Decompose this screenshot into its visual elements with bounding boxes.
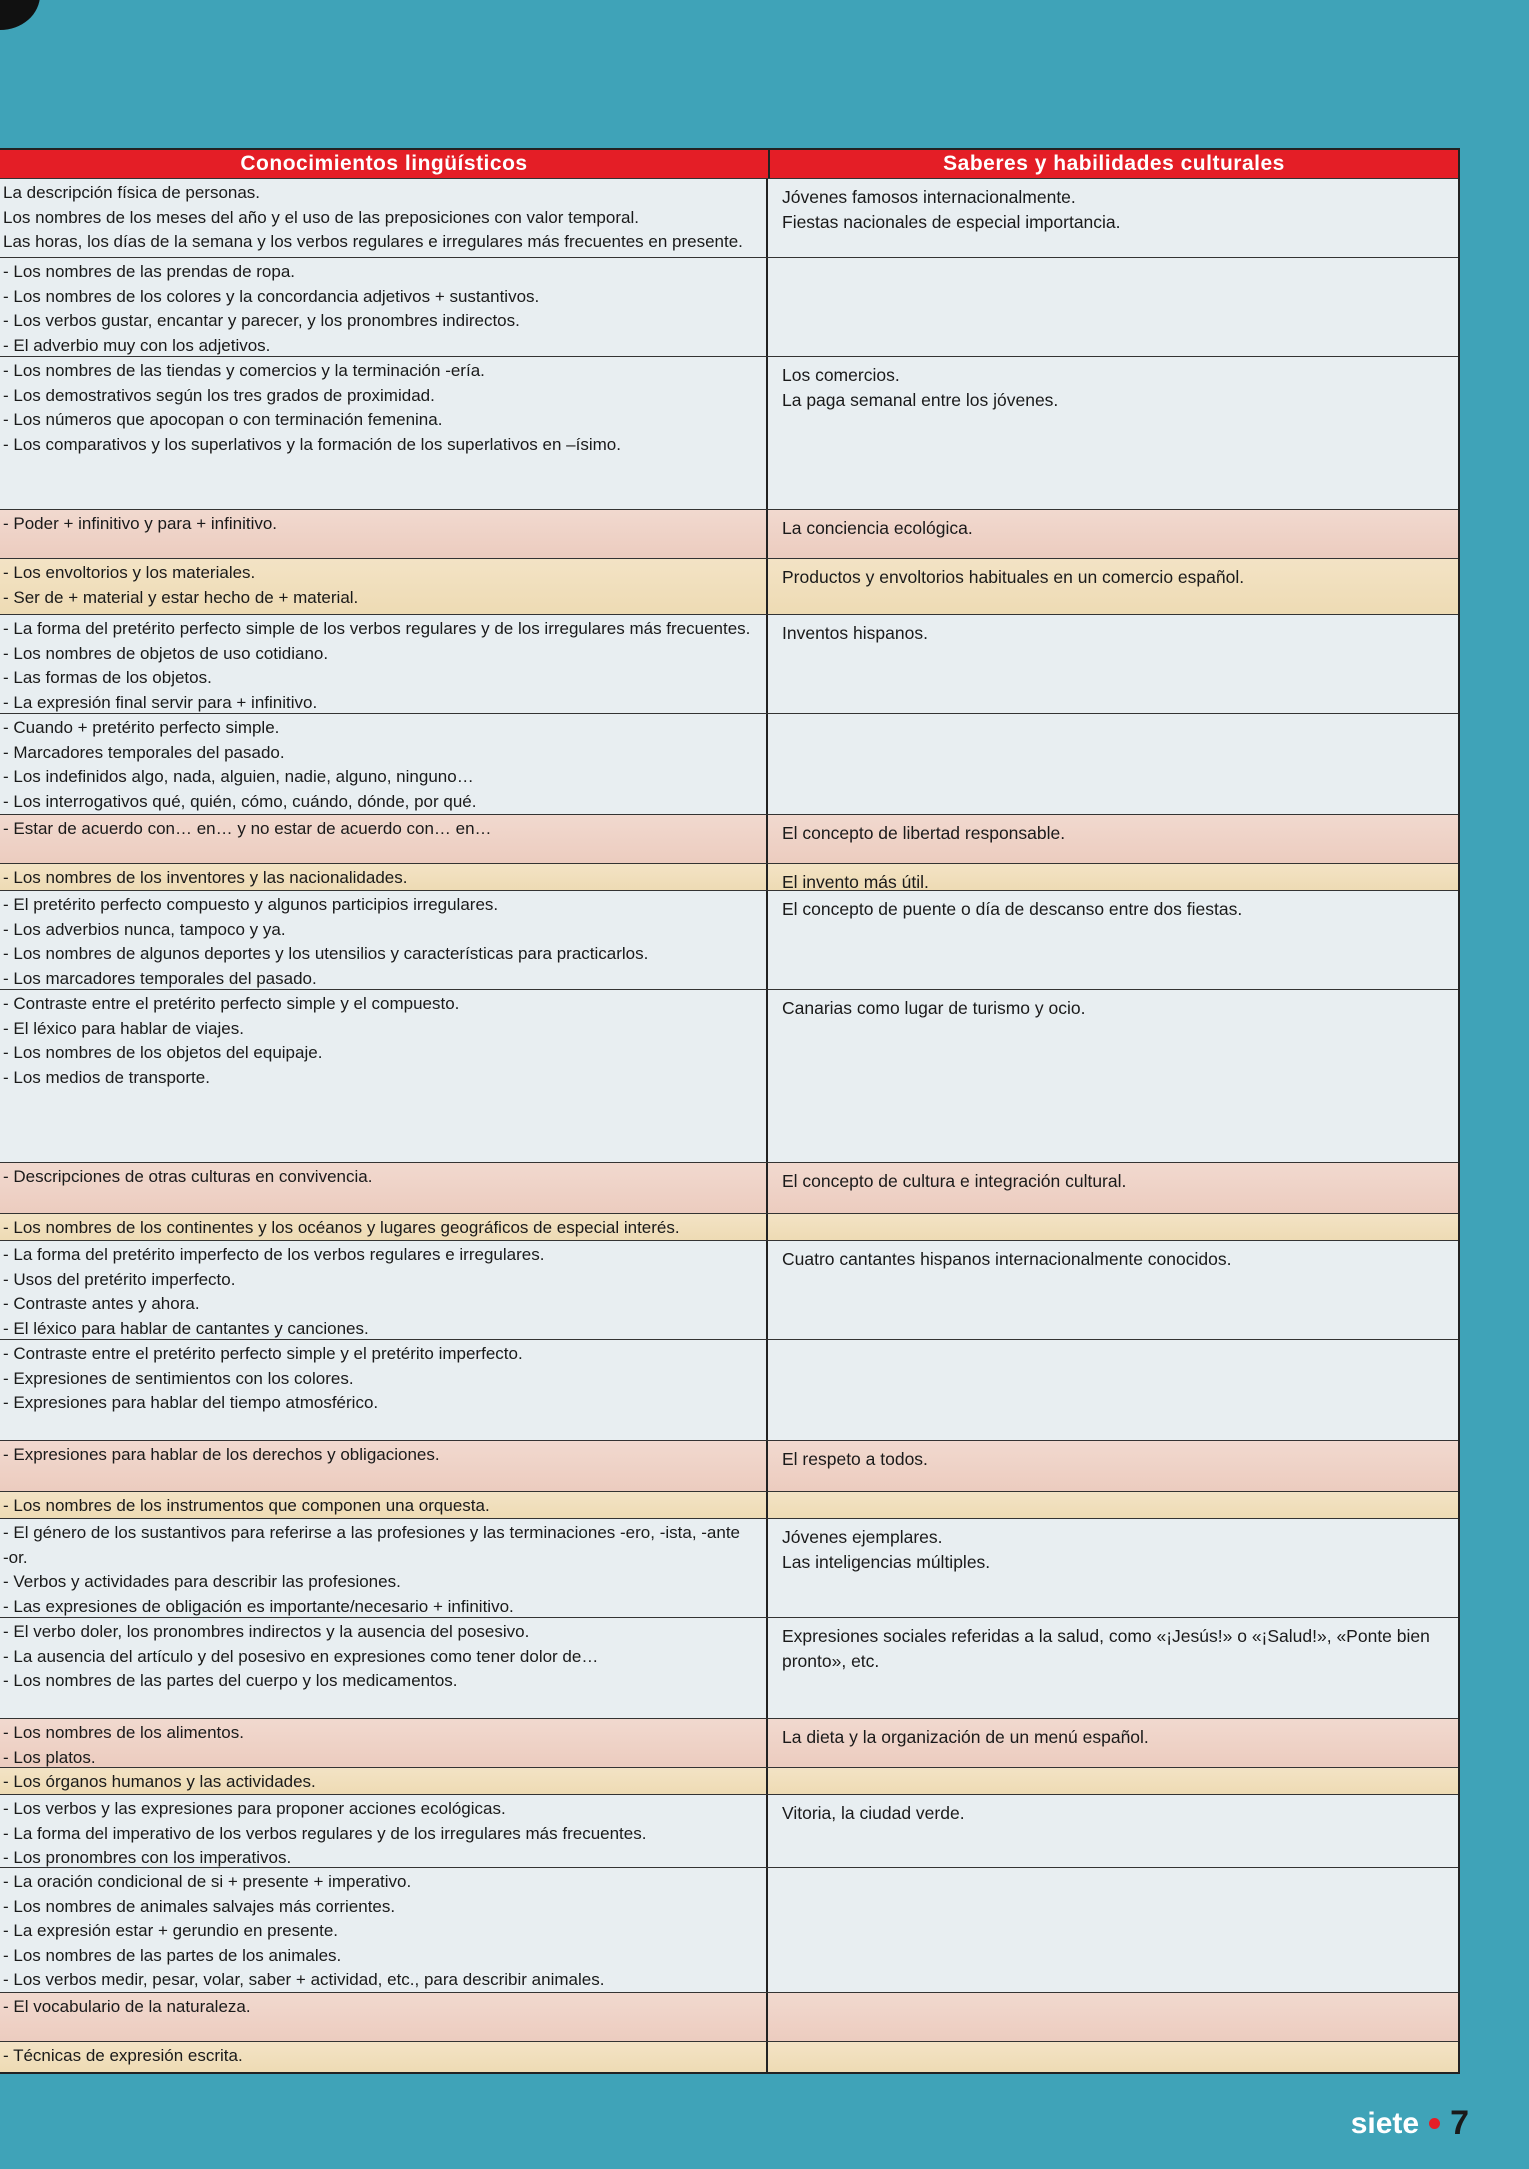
table-row [0, 614, 1458, 713]
linguistic-item: - Los nombres de los continentes y los océanos y lugares geográficos de especial interés. [3, 1218, 680, 1237]
linguistic-item: - El léxico para hablar de cantantes y canciones. [3, 1318, 369, 1338]
cultural-cell [768, 1719, 1458, 1767]
cultural-cell [768, 1795, 1458, 1867]
linguistic-item: - Los indefinidos algo, nada, alguien, nadie, alguno, ninguno… [3, 767, 474, 786]
linguistic-item: - Los adverbios nunca, tampoco y ya. [3, 919, 286, 939]
cultural-cell [768, 1618, 1458, 1718]
table-row [0, 257, 1458, 356]
linguistic-cell [0, 891, 768, 989]
linguistic-cell [0, 357, 768, 509]
cultural-cell [768, 1241, 1458, 1339]
linguistic-cell [0, 1795, 768, 1867]
cultural-cell [768, 1163, 1458, 1213]
cultural-item: La conciencia ecológica. [782, 518, 973, 538]
cultural-cell [768, 1340, 1458, 1440]
linguistic-item: - Verbos y actividades para describir las profesiones. [3, 1572, 401, 1591]
cultural-item: Fiestas nacionales de especial importancia. [782, 211, 1121, 232]
red-dot-icon [1429, 2118, 1440, 2129]
linguistic-cell [0, 1214, 768, 1240]
table-row [0, 1339, 1458, 1440]
cultural-cell [768, 1214, 1458, 1240]
cultural-item: Expresiones sociales referidas a la salud, como «¡Jesús!» o «¡Salud!», «Ponte bien [782, 1626, 1430, 1646]
cultural-item: Vitoria, la ciudad verde. [782, 1803, 965, 1823]
cultural-cell [768, 891, 1458, 989]
table-row [0, 863, 1458, 890]
linguistic-cell [0, 615, 768, 713]
linguistic-item: - El adverbio muy con los adjetivos. [3, 335, 271, 355]
cultural-item: Los comercios. [782, 365, 900, 385]
linguistic-item: - El verbo doler, los pronombres indirectos y la ausencia del posesivo. [3, 1622, 530, 1641]
linguistic-cell [0, 1441, 768, 1491]
linguistic-item: - Contraste entre el pretérito perfecto simple y el pretérito imperfecto. [3, 1344, 523, 1363]
cultural-item: El concepto de cultura e integración cultural. [782, 1171, 1127, 1191]
cultural-cell [768, 1441, 1458, 1491]
linguistic-cell [0, 510, 768, 558]
header-cultural: Saberes y habilidades culturales [943, 152, 1285, 175]
linguistic-item: - La forma del imperativo de los verbos regulares y de los irregulares más frecuentes. [3, 1823, 647, 1843]
cultural-item: El concepto de puente o día de descanso entre dos fiestas. [782, 899, 1243, 919]
table-row [0, 509, 1458, 558]
cultural-cell [768, 615, 1458, 713]
page-word: siete [1350, 2106, 1420, 2140]
page-number: 7 [1450, 2104, 1469, 2142]
cultural-cell [768, 1868, 1458, 1992]
linguistic-item: - Los números que apocopan o con terminación femenina. [3, 410, 443, 429]
cultural-cell [768, 179, 1458, 257]
linguistic-item: - Los marcadores temporales del pasado. [3, 968, 317, 988]
linguistic-item: - Los órganos humanos y las actividades. [3, 1772, 316, 1791]
linguistic-item: - Los platos. [3, 1747, 96, 1767]
cultural-cell [768, 2042, 1458, 2072]
linguistic-item: - La forma del pretérito perfecto simple de los verbos regulares y de los irregulares más frecuentes. [3, 619, 751, 638]
cultural-item: Jóvenes famosos internacionalmente. [782, 187, 1076, 207]
cultural-item: La paga semanal entre los jóvenes. [782, 389, 1059, 410]
linguistic-cell [0, 864, 768, 890]
linguistic-cell [0, 258, 768, 356]
linguistic-cell [0, 1719, 768, 1767]
table-row [0, 2041, 1458, 2072]
table-row [0, 356, 1458, 509]
linguistic-item: - El pretérito perfecto compuesto y algunos participios irregulares. [3, 895, 499, 914]
linguistic-cell [0, 1868, 768, 1992]
linguistic-item: - El vocabulario de la naturaleza. [3, 1997, 251, 2016]
linguistic-cell [0, 990, 768, 1162]
cultural-item: El respeto a todos. [782, 1449, 928, 1469]
linguistic-item: - Expresiones para hablar del tiempo atmosférico. [3, 1393, 379, 1412]
table-row [0, 814, 1458, 863]
linguistic-item: - El género de los sustantivos para referirse a las profesiones y las terminaciones -ero, -ista, -ante [3, 1523, 741, 1542]
linguistic-cell [0, 1241, 768, 1339]
table-row [0, 1440, 1458, 1491]
linguistic-item: - Descripciones de otras culturas en convivencia. [3, 1167, 373, 1186]
linguistic-item: - Los envoltorios y los materiales. [3, 563, 256, 582]
linguistic-item: - La oración condicional de si + presente + imperativo. [3, 1872, 412, 1891]
linguistic-item: - Las expresiones de obligación es importante/necesario + infinitivo. [3, 1596, 514, 1616]
table-row [0, 1867, 1458, 1992]
linguistic-item: - Cuando + pretérito perfecto simple. [3, 718, 280, 737]
linguistic-item: - Los verbos medir, pesar, volar, saber + actividad, etc., para describir animales. [3, 1970, 605, 1989]
cultural-cell [768, 864, 1458, 890]
linguistic-cell [0, 1163, 768, 1213]
table-row [0, 558, 1458, 614]
table-row [0, 890, 1458, 989]
cultural-cell [768, 815, 1458, 863]
table-header [0, 150, 1458, 178]
linguistic-item: - Los comparativos y los superlativos y la formación de los superlativos en –ísimo. [3, 434, 621, 454]
linguistic-item: - Expresiones para hablar de los derechos y obligaciones. [3, 1445, 440, 1464]
linguistic-cell [0, 1492, 768, 1518]
linguistic-item: - Estar de acuerdo con… en… y no estar de acuerdo con… en… [3, 819, 492, 838]
linguistic-item: - Los pronombres con los imperativos. [3, 1848, 292, 1867]
linguistic-item: - Técnicas de expresión escrita. [3, 2046, 243, 2065]
cultural-cell [768, 714, 1458, 814]
table-row [0, 1992, 1458, 2041]
linguistic-item: - Las formas de los objetos. [3, 668, 212, 687]
linguistic-cell [0, 815, 768, 863]
cultural-cell [768, 258, 1458, 356]
linguistic-item: - La expresión final servir para + infinitivo. [3, 692, 318, 712]
linguistic-item: - Los medios de transporte. [3, 1067, 210, 1087]
linguistic-item: -or. [3, 1547, 28, 1567]
cultural-item: Canarias como lugar de turismo y ocio. [782, 998, 1086, 1018]
linguistic-item: - El léxico para hablar de viajes. [3, 1018, 244, 1038]
table-row [0, 178, 1458, 257]
linguistic-item: - La ausencia del artículo y del posesivo en expresiones como tener dolor de… [3, 1646, 599, 1666]
cultural-item: Cuatro cantantes hispanos internacionalmente conocidos. [782, 1249, 1232, 1269]
linguistic-cell [0, 1618, 768, 1718]
linguistic-cell [0, 559, 768, 614]
table-row [0, 1213, 1458, 1240]
linguistic-item: - Marcadores temporales del pasado. [3, 742, 285, 762]
header-linguistic: Conocimientos lingüísticos [0, 150, 770, 178]
linguistic-item: - Los nombres de las partes del cuerpo y los medicamentos. [3, 1671, 458, 1690]
table-body [0, 178, 1458, 2072]
linguistic-item: - La forma del pretérito imperfecto de los verbos regulares e irregulares. [3, 1245, 545, 1264]
table-row [0, 1767, 1458, 1794]
linguistic-item: - Los nombres de animales salvajes más corrientes. [3, 1896, 396, 1916]
linguistic-item: - Los nombres de algunos deportes y los utensilios y características para practicarlos. [3, 944, 649, 963]
linguistic-item: - Los nombres de los instrumentos que componen una orquesta. [3, 1496, 490, 1515]
table-row [0, 1162, 1458, 1213]
linguistic-item: - Ser de + material y estar hecho de + material. [3, 587, 359, 607]
linguistic-item: - Los nombres de las tiendas y comercios y la terminación -ería. [3, 361, 485, 380]
linguistic-cell [0, 1993, 768, 2041]
table-row [0, 1718, 1458, 1767]
table-row [0, 713, 1458, 814]
linguistic-item: - Los nombres de las prendas de ropa. [3, 262, 296, 281]
linguistic-item: - Los demostrativos según los tres grados de proximidad. [3, 385, 435, 405]
cultural-cell [768, 1993, 1458, 2041]
table-row [0, 1794, 1458, 1867]
linguistic-item: - Los nombres de objetos de uso cotidiano. [3, 643, 329, 663]
table-row [0, 1617, 1458, 1718]
linguistic-cell [0, 714, 768, 814]
linguistic-cell [0, 2042, 768, 2072]
linguistic-item: - La expresión estar + gerundio en presente. [3, 1921, 339, 1940]
cultural-item: Inventos hispanos. [782, 623, 928, 643]
table-row [0, 989, 1458, 1162]
cultural-cell [768, 1492, 1458, 1518]
linguistic-item: - Los verbos y las expresiones para proponer acciones ecológicas. [3, 1799, 506, 1818]
cultural-item: Jóvenes ejemplares. [782, 1527, 943, 1547]
linguistic-item: - Usos del pretérito imperfecto. [3, 1269, 236, 1289]
linguistic-item: - Poder + infinitivo y para + infinitivo. [3, 514, 278, 533]
linguistic-item: Las horas, los días de la semana y los verbos regulares e irregulares más frecuentes en presente. [3, 232, 743, 251]
cultural-item: Productos y envoltorios habituales en un comercio español. [782, 567, 1245, 587]
linguistic-item: - Los nombres de los alimentos. [3, 1723, 244, 1742]
cultural-item: Las inteligencias múltiples. [782, 1551, 991, 1572]
linguistic-cell [0, 179, 768, 257]
cultural-cell [768, 990, 1458, 1162]
table-row [0, 1240, 1458, 1339]
page-footer [1351, 2104, 1469, 2143]
linguistic-item: - Contraste entre el pretérito perfecto simple y el compuesto. [3, 994, 460, 1013]
contents-table [0, 148, 1460, 2074]
cultural-cell [768, 510, 1458, 558]
linguistic-item: - Expresiones de sentimientos con los colores. [3, 1368, 354, 1388]
linguistic-item: - Los nombres de las partes de los animales. [3, 1945, 342, 1965]
cultural-cell [768, 1768, 1458, 1794]
cultural-item: El concepto de libertad responsable. [782, 823, 1066, 843]
linguistic-item: - Contraste antes y ahora. [3, 1294, 200, 1313]
cultural-item: El invento más útil. [782, 872, 929, 892]
linguistic-item: - Los nombres de los inventores y las nacionalidades. [3, 868, 408, 887]
linguistic-cell [0, 1519, 768, 1617]
linguistic-cell [0, 1768, 768, 1794]
table-row [0, 1518, 1458, 1617]
corner-decoration [0, 0, 40, 30]
cultural-cell [768, 1519, 1458, 1617]
linguistic-item: - Los nombres de los colores y la concordancia adjetivos + sustantivos. [3, 286, 540, 306]
linguistic-item: - Los verbos gustar, encantar y parecer, y los pronombres indirectos. [3, 311, 520, 330]
cultural-item: La dieta y la organización de un menú español. [782, 1727, 1149, 1747]
linguistic-item: La descripción física de personas. [3, 183, 261, 202]
cultural-cell [768, 559, 1458, 614]
linguistic-item: - Los nombres de los objetos del equipaje. [3, 1043, 323, 1062]
cultural-cell [768, 357, 1458, 509]
cultural-item: pronto», etc. [782, 1650, 880, 1671]
linguistic-item: - Los interrogativos qué, quién, cómo, cuándo, dónde, por qué. [3, 791, 477, 811]
linguistic-item: Los nombres de los meses del año y el uso de las preposiciones con valor temporal. [3, 207, 639, 227]
table-row [0, 1491, 1458, 1518]
linguistic-cell [0, 1340, 768, 1440]
